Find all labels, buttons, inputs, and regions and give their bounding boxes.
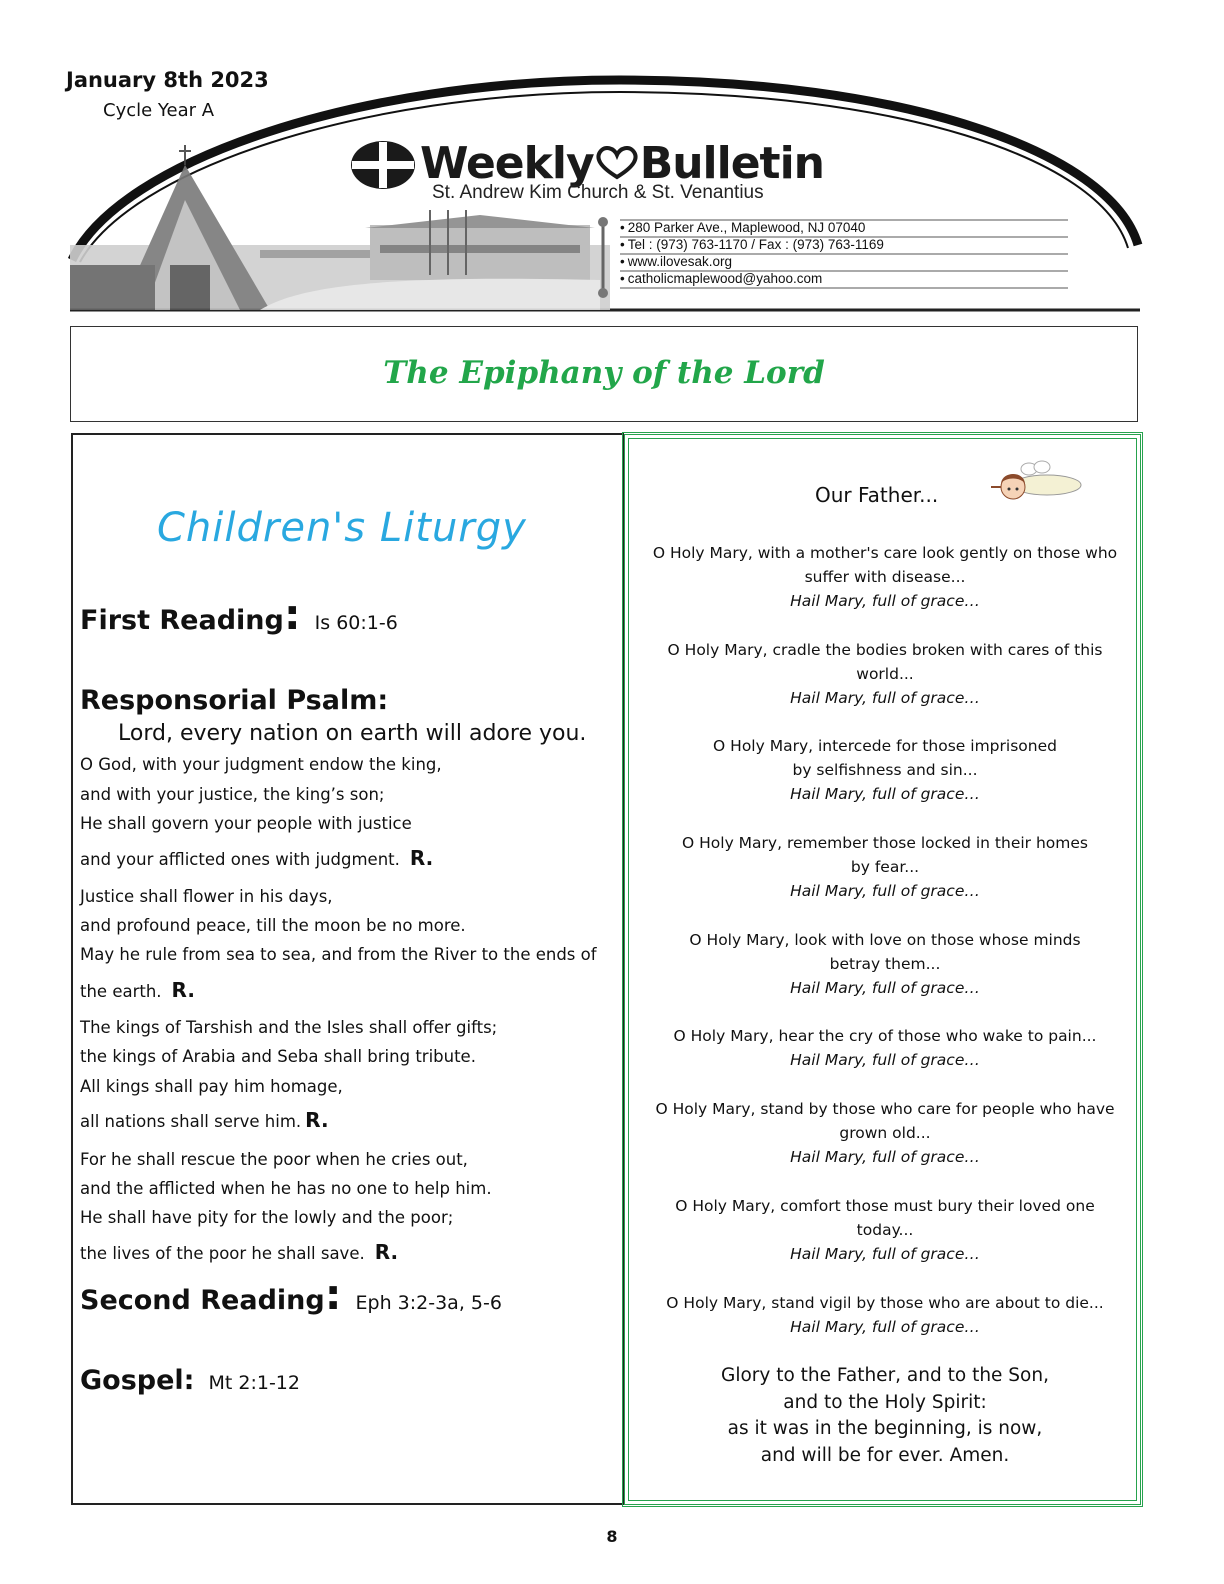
church-name: St. Andrew Kim Church & St. Venantius — [432, 182, 764, 203]
psalm-line: the earth. R. — [80, 978, 195, 1002]
petition: O Holy Mary, hear the cry of those who wake to pain... Hail Mary, full of grace… — [673, 1027, 1097, 1069]
petition: O Holy Mary, stand vigil by those who are about to die... Hail Mary, full of grace… — [666, 1294, 1104, 1336]
psalm-refrain: Lord, every nation on earth will adore you. — [118, 721, 587, 746]
petition: O Holy Mary, cradle the bodies broken with cares of this world... Hail Mary, full of grace… — [667, 641, 1103, 707]
childrens-liturgy-panel — [71, 433, 624, 1505]
response-mark: R. — [171, 978, 195, 1002]
psalm-line: All kings shall pay him homage, — [80, 1077, 343, 1096]
bulletin-masthead — [350, 138, 870, 208]
psalm-line: O God, with your judgment endow the king, — [80, 755, 442, 774]
psalm-line: and profound peace, till the moon be no more. — [80, 916, 466, 935]
petition: O Holy Mary, with a mother's care look gently on those who suffer with disease... Hail Mary, full of grace… — [652, 544, 1118, 610]
psalm-line: all nations shall serve him. R. — [80, 1108, 329, 1132]
petition: O Holy Mary, look with love on those whose minds betray them... Hail Mary, full of grace… — [689, 931, 1081, 997]
contact-list — [620, 219, 884, 287]
psalm-line: and your afflicted ones with judgment. R. — [80, 846, 434, 870]
first-reading-ref: Is 60:1-6 — [314, 612, 398, 634]
second-reading: Second Reading: Eph 3:2-3a, 5-6 — [80, 1270, 502, 1319]
phone-fax: • Tel : (973) 763-1170 / Fax : (973) 763-1169 — [620, 236, 884, 253]
psalm-heading: Responsorial Psalm: — [80, 685, 389, 716]
website-link[interactable]: • www.ilovesak.org — [620, 253, 884, 270]
psalm-line: the kings of Arabia and Seba shall bring tribute. — [80, 1047, 476, 1066]
feast-title: The Epiphany of the Lord — [383, 355, 825, 391]
email-link[interactable]: • catholicmaplewood@yahoo.com — [620, 270, 884, 287]
first-reading: First Reading: Is 60:1-6 — [80, 590, 398, 639]
glory-be-prayer: Glory to the Father, and to the Son, and to the Holy Spirit: as it was in the beginning, is now, and will be for ever. Amen. — [721, 1365, 1049, 1466]
psalm-line: and the afflicted when he has no one to help him. — [80, 1179, 492, 1198]
petition: O Holy Mary, remember those locked in their homes by fear... Hail Mary, full of grace… — [682, 834, 1088, 900]
our-father: Our Father... — [815, 483, 939, 507]
page-number: 8 — [606, 1527, 618, 1546]
church-logo-icon — [350, 140, 416, 190]
second-reading-ref: Eph 3:2-3a, 5-6 — [355, 1292, 502, 1314]
gospel: Gospel: Mt 2:1-12 — [80, 1365, 300, 1396]
psalm-line: He shall govern your people with justice — [80, 814, 412, 833]
cycle-year: Cycle Year A — [103, 100, 215, 121]
psalm-line: May he rule from sea to sea, and from the River to the ends of — [80, 945, 597, 964]
response-mark: R. — [305, 1108, 329, 1132]
feast-title-box — [70, 326, 1138, 422]
petition: O Holy Mary, intercede for those imprisoned by selfishness and sin... Hail Mary, full of grace… — [713, 737, 1057, 803]
childrens-liturgy-title: Children's Liturgy — [157, 505, 527, 551]
bulletin-date: January 8th 2023 — [66, 68, 269, 92]
heart-icon — [594, 146, 640, 180]
petition: O Holy Mary, stand by those who care for people who have grown old... Hail Mary, full of grace… — [655, 1100, 1115, 1166]
petition: O Holy Mary, comfort those must bury their loved one today... Hail Mary, full of grace… — [675, 1197, 1095, 1263]
response-mark: R. — [374, 1240, 399, 1264]
psalm-line: The kings of Tarshish and the Isles shall offer gifts; — [80, 1018, 498, 1037]
masthead-title: Weekly Bulletin — [420, 138, 824, 189]
angel-illustration-icon — [987, 459, 1089, 507]
psalm-line: For he shall rescue the poor when he cries out, — [80, 1150, 468, 1169]
psalm-line: and with your justice, the king’s son; — [80, 785, 385, 804]
gospel-ref: Mt 2:1-12 — [208, 1372, 300, 1394]
address: • 280 Parker Ave., Maplewood, NJ 07040 — [620, 219, 884, 236]
rosary-prayer-panel — [622, 432, 1143, 1507]
psalm-line: Justice shall flower in his days, — [80, 887, 333, 906]
response-mark: R. — [409, 846, 434, 870]
psalm-line: He shall have pity for the lowly and the poor; — [80, 1208, 454, 1227]
psalm-line: the lives of the poor he shall save. R. — [80, 1240, 399, 1264]
